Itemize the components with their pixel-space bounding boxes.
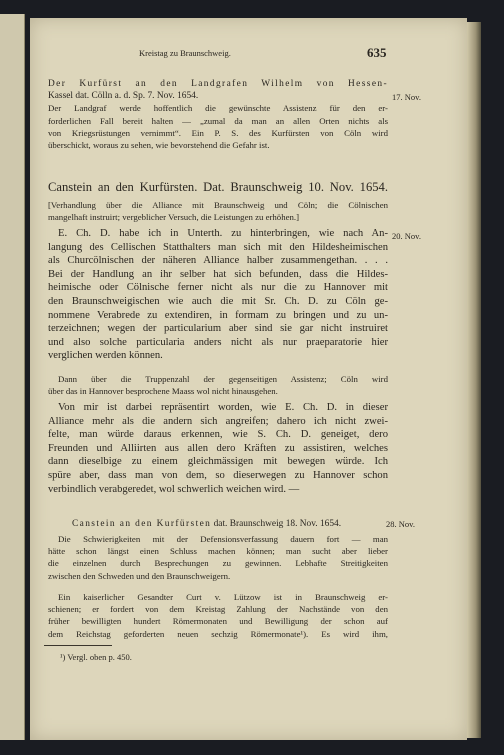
body-line: verglichen werden können.: [48, 350, 163, 362]
entry-lead: [72, 519, 341, 529]
running-header: Kreistag zu Braunschweig.: [139, 48, 231, 58]
body-line: Von mir ist darbei repräsentirt worden, wie E. Ch. D. in dieser: [58, 402, 388, 413]
section-heading: Canstein an den Kurfürsten. Dat. Braunschweig 10. Nov. 1654.: [48, 180, 388, 194]
entry-line: zwischen den Schweden und den Braunschweigern.: [48, 570, 231, 581]
facing-page-edge: [0, 14, 25, 740]
body-line: heimische oder Cölnische ferner nicht als nur die zu Hannover mit: [48, 282, 388, 294]
body-line: und also solche particularia anders nicht als nur praeparatorie hier: [48, 336, 388, 348]
body-line: felte, man würde daraus erkennen, wie S. Ch. D. geneiget, dero: [48, 429, 388, 441]
entry-lead-names: Canstein an den Kurfürsten: [72, 519, 212, 529]
entry-lead-continued: Kassel dat. Cölln a. d. Sp. 7. Nov. 1654.: [48, 91, 199, 102]
entry-line: von Kriegsrüstungen vernimmt“. Ein P. S. des Kurfürsten von Cöln wird: [48, 127, 388, 138]
body-line: Bei der Handlung an ihr selber hat sich befunden, dass die Hildes-: [48, 268, 388, 280]
summary-line: Dann über die Truppenzahl der gegenseitigen Assistenz; Cöln wird: [58, 374, 388, 384]
entry-line: hätte schon längst einen Schluss machen können; man sucht aber lieber: [48, 546, 388, 557]
body-line: Alliance mehr als die andern sich angreifen; dahero ich nicht zwei-: [48, 415, 388, 427]
body-line: nommene Verabrede zu extendiren, in formam zu bringen und zu un-: [48, 309, 388, 321]
entry-line: forderlichen Fall bereit halten — „zumal da man an allen Orten nichts als: [48, 115, 388, 126]
summary-line: über das in Hannover besprochene Maass wol nicht hinausgehen.: [48, 386, 278, 397]
entry-canstein-18: [48, 533, 388, 582]
letter-body-continued: [48, 401, 388, 496]
entry-line: die einzelnen durch Besprechungen zu gewinnen. Lebhafte Streitigkeiten: [48, 558, 388, 569]
body-line: Freunden und Alliirten aus allen dero Kräften zu assistiren, welches: [48, 442, 388, 454]
body-line: terzeichnen; wegen der particularium aber sind sie gar nicht instruiret: [48, 323, 388, 335]
body-line: als Churcölnischen der näheren Alliance halber zusammengethan. . . .: [48, 255, 388, 267]
entry-line: schienen; er fordert von dem Kreistag Zahlung der Nachstände von den: [48, 604, 388, 615]
footnote: ¹) Vergl. oben p. 450.: [60, 652, 132, 662]
entry-line: dem Reichstag geforderten neuen sechzig Römermonate¹). Es wird ihm,: [48, 628, 388, 639]
entry-line: Der Landgraf werde hoffentlich die gewünschte Assistenz für den er-: [48, 103, 388, 114]
footnote-rule: [44, 645, 112, 646]
body-line: dann dieselbige zu einem gleichmässigen mit bewegen würde. Ich: [48, 456, 388, 468]
section-summary: [48, 199, 388, 223]
entry-line: Ein kaiserlicher Gesandter Curt v. Lützow ist in Braunschweig er-: [58, 592, 388, 602]
entry-landgraf: [48, 78, 388, 151]
margin-date: 17. Nov.: [392, 92, 421, 102]
margin-date: 20. Nov.: [392, 231, 421, 241]
margin-date: 28. Nov.: [386, 519, 415, 529]
summary-line: [Verhandlung über die Alliance mit Braunschweig und Cöln; die Cölnischen: [48, 200, 388, 210]
entry-luetzow: [48, 591, 388, 640]
entry-line: überschickt, woraus zu sehen, wie bevorstehend die Gefahr ist.: [48, 139, 270, 150]
editor-summary: [48, 373, 388, 397]
entry-lead: Der Kurfürst an den Landgrafen Wilhelm von Hessen-: [48, 79, 388, 89]
letter-body: [48, 227, 388, 363]
entry-lead-date: dat. Braunschweig 18. Nov. 1654.: [211, 519, 342, 529]
entry-line: früher bewilligten hundert Römermonaten und Bewilligung der schon auf: [48, 616, 388, 627]
summary-line: mangelhaft instruirt; vergeblicher Versuch, die Leistungen zu erhöhen.]: [48, 212, 300, 223]
entry-line: Die Schwierigkeiten mit der Defensionsverfassung dauern fort — man: [58, 534, 388, 544]
body-line: langung des Cellischen Statthalters man sich mit den Hildesheimischen: [48, 241, 388, 253]
body-line: den Braunschweigischen wie auch die mit Sr. Ch. D. zu Cöln ge-: [48, 295, 388, 307]
body-line: spüre aber, dass man von dem, so dieserwegen zu Hannover schon: [48, 469, 388, 481]
body-line: E. Ch. D. habe ich in Unterth. zu hinterbringen, wie nach An-: [58, 228, 388, 239]
body-line: verbindlich verabgeredet, wol schwerlich weichen wird. —: [48, 483, 300, 495]
page-number: 635: [367, 45, 387, 60]
page-stack-edge: [467, 22, 481, 738]
